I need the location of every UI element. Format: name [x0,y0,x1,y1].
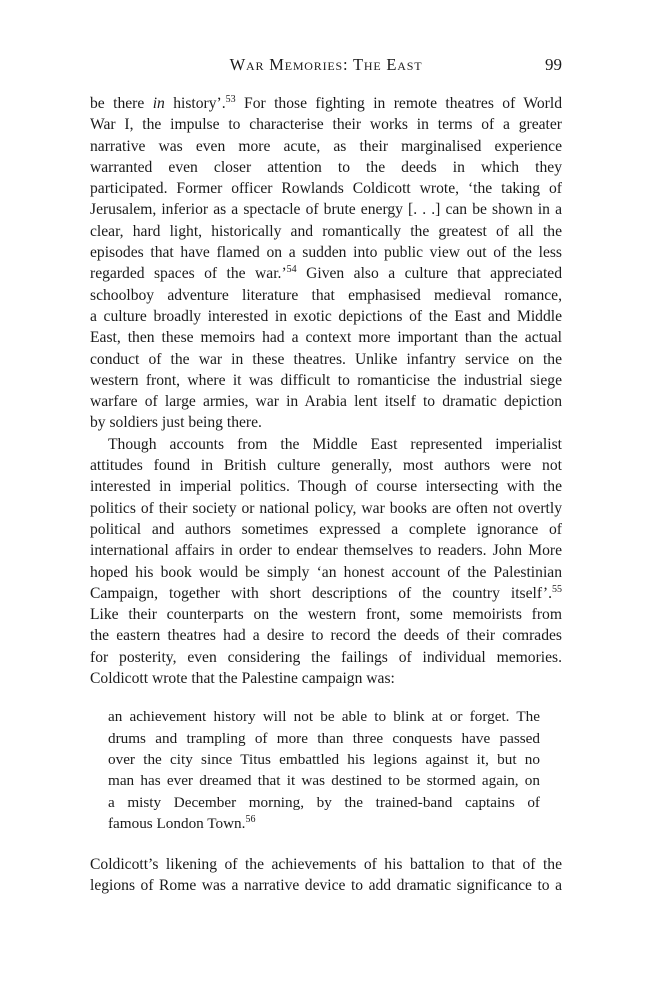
text-line: western front, where it was difficult to romanticise the industrial siege [90,371,562,389]
text-line: Jerusalem, inferior as a spectacle of brute energy [. . .] can be shown in a [90,201,562,219]
text-line: a culture broadly interested in exotic depictions of the East and Middle [90,307,562,325]
text-line: politics of their society or national policy, war books are often not overtly [90,499,562,517]
text-line: Coldicott’s likening of the achievements of his battalion to that of the [90,856,562,874]
text-line: be there in history’.$^{53}$ For those fighting in remote theatres of World [90,93,562,112]
text-line: hoped his book would be simply ‘an honest account of the Palestinian [90,563,562,581]
body-text [90,93,562,897]
text-line: East, then these memoirs had a context more important than the actual [90,329,562,347]
text-line: Coldicott wrote that the Palestine campaign was: [90,670,395,688]
quote-line: an achievement history will not be able to blink at or forget. The [108,708,540,726]
text-line: episodes that have flamed on a sudden into public view out of the less [90,244,562,262]
paragraph-3 [90,854,562,897]
text-line: interested in imperial politics. Though of course intersecting with the [90,478,562,496]
text-line: by soldiers just being there. [90,414,262,432]
quote-line: a misty December morning, by the trained-band captains of [108,793,540,811]
paragraph-1 [90,93,562,434]
text-line: clear, hard light, historically and romantically the greatest of all the [90,222,562,240]
quote-line: over the city since Titus embattled his legions against it, but no [108,750,540,768]
text-line: Though accounts from the Middle East represented imperialist [108,435,562,453]
footnote-ref-53[interactable]: 53 [225,93,236,105]
footnote-ref-55[interactable]: 55 [552,583,562,595]
text-line: narrative was even more acute, as their marginalised experience [90,137,562,155]
text-line: Campaign, together with short descriptions of the country itself’.$^{55}$ [90,583,562,602]
text-line: War I, the impulse to characterise their works in terms of a greater [90,116,562,134]
text-line: participated. Former officer Rowlands Coldicott wrote, ‘the taking of [90,180,562,198]
footnote-ref-56[interactable]: 56 [245,813,256,825]
quote-line: man has ever dreamed that it was destined to be stormed again, on [108,772,540,790]
text-line: attitudes found in British culture generally, most authors were not [90,457,562,475]
text-line: schoolboy adventure literature that emphasised medieval romance, [90,286,562,304]
text-line: the eastern theatres had a desire to record the deeds of their comrades [90,627,562,645]
paragraph-2 [90,434,562,690]
text-line: conduct of the war in these theatres. Unlike infantry service on the [90,350,562,368]
running-title: War Memories: The East [229,55,423,74]
text-line: warfare of large armies, war in Arabia lent itself to dramatic depiction [90,393,562,411]
text-line: regarded spaces of the war.’$^{54}$ Given also a culture that appreciated [90,264,562,283]
running-head [90,55,562,79]
quote-line: drums and trampling of more than three conquests have passed [108,729,540,747]
quote-line: famous London Town.$^{56}$ [108,813,256,832]
text-line: legions of Rome was a narrative device to add dramatic significance to a [90,877,562,895]
text-line: international affairs in order to endear themselves to readers. John More [90,542,562,560]
text-line: for posterity, even considering the failings of individual memories. [90,648,562,666]
block-quote [108,706,540,834]
page-number: 99 [545,55,562,74]
footnote-ref-54[interactable]: 54 [286,264,297,276]
text-line: warranted even closer attention to the deeds in which they [90,158,562,176]
text-line: political and authors sometimes expressed a complete ignorance of [90,520,562,538]
text-line: Like their counterparts on the western front, some memoirists from [90,606,562,624]
